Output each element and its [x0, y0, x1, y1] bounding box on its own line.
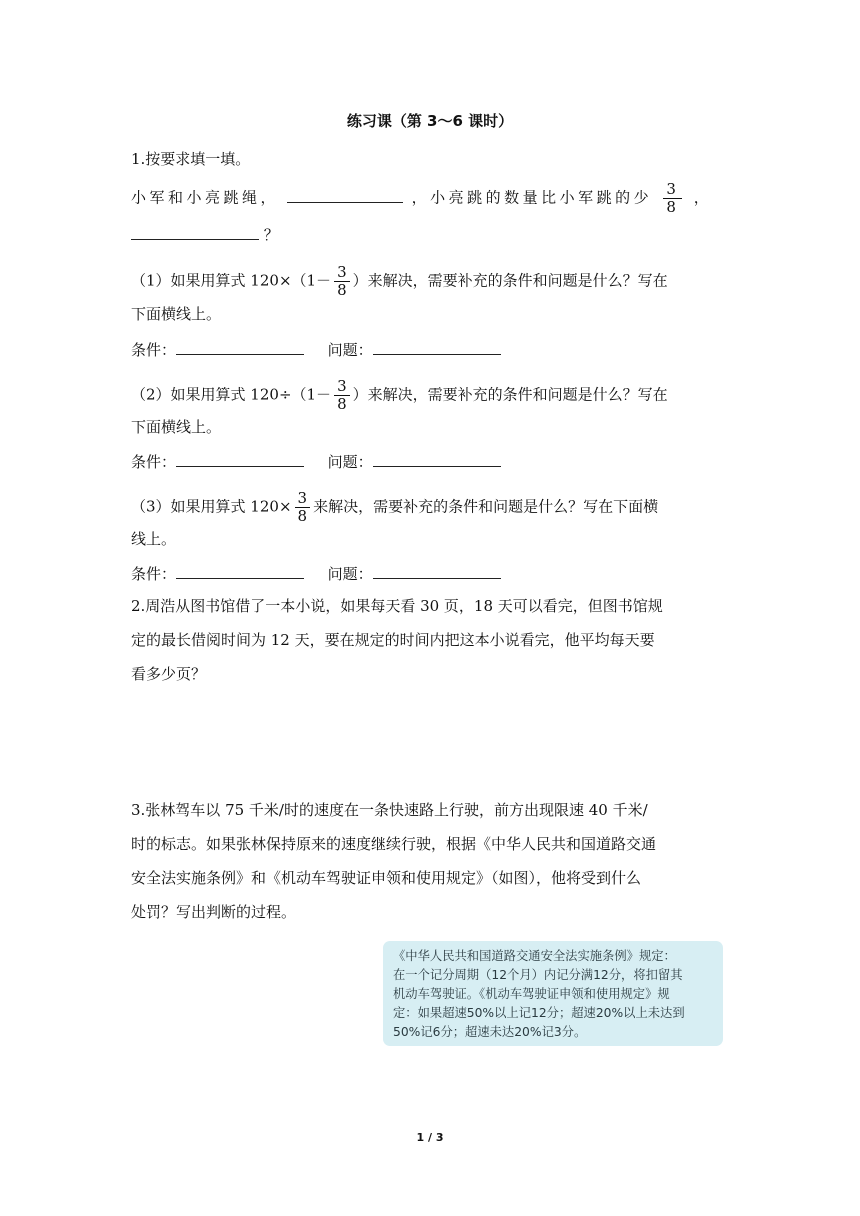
- q2-line-1: 2.周浩从图书馆借了一本小说，如果每天看 30 页，18 天可以看完，但图书馆规: [131, 597, 663, 615]
- q3-line-4: 处罚？写出判断的过程。: [131, 903, 297, 921]
- fraction-denominator: 8: [334, 281, 350, 299]
- answer-blank[interactable]: [131, 225, 259, 240]
- fraction-numerator: 3: [297, 489, 308, 507]
- page-number: 1 / 3: [416, 1131, 444, 1144]
- condition-label: 条件：: [131, 453, 177, 471]
- fraction-denominator: 8: [334, 395, 350, 413]
- q1-intro-line: [131, 181, 731, 216]
- condition-label: 条件：: [131, 565, 177, 583]
- question-label: 问题：: [327, 341, 373, 359]
- page-title: 练习课（第 3～6 课时）: [346, 112, 514, 130]
- question-label: 问题：: [327, 565, 373, 583]
- q1-intro-a: 小军和小亮跳绳，: [131, 188, 280, 207]
- q1-intro-c: ，: [693, 188, 713, 207]
- answer-blank[interactable]: [287, 188, 403, 203]
- q1-part3-line: [131, 490, 731, 525]
- fraction-3-8: [334, 378, 350, 413]
- q1-part1-answer-line: [131, 339, 731, 361]
- question-blank[interactable]: [373, 564, 501, 579]
- q1-part2-b: ）来解决，需要补充的条件和问题是什么？写在: [352, 385, 668, 404]
- q1-part2-c: 下面横线上。: [131, 418, 222, 436]
- condition-blank[interactable]: [176, 564, 304, 579]
- condition-label: 条件：: [131, 341, 177, 359]
- fraction-numerator: 3: [666, 180, 680, 198]
- q2-line-3: 看多少页？: [131, 665, 207, 683]
- q1-heading: 1.按要求填一填。: [131, 150, 251, 168]
- q1-part3-c: 线上。: [131, 530, 177, 548]
- fraction-3-8: [334, 264, 350, 299]
- q3-line-3: 安全法实施条例》和《机动车驾驶证申领和使用规定》（如图），他将受到什么: [131, 869, 642, 887]
- q1-part1-line: [131, 264, 731, 299]
- q1-part2-answer-line: [131, 451, 731, 473]
- fraction-numerator: 3: [337, 263, 347, 281]
- q1-intro-end: ？: [263, 226, 279, 244]
- question-label: 问题：: [327, 453, 373, 471]
- q1-part3-a: （3）如果用算式 120×: [131, 497, 292, 516]
- q3-line-2: 时的标志。如果张林保持原来的速度继续行驶，根据《中华人民共和国道路交通: [131, 835, 657, 853]
- q1-part2-a: （2）如果用算式 120÷（1－: [131, 385, 332, 404]
- condition-blank[interactable]: [176, 452, 304, 467]
- q1-part1-b: ）来解决，需要补充的条件和问题是什么？写在: [352, 271, 668, 290]
- q1-intro-b: ，小亮跳的数量比小军跳的少: [411, 188, 653, 207]
- question-blank[interactable]: [373, 340, 501, 355]
- condition-blank[interactable]: [176, 340, 304, 355]
- q1-part3-answer-line: [131, 563, 731, 585]
- q1-part1-a: （1）如果用算式 120×（1－: [131, 271, 332, 290]
- q1-part3-b: 来解决，需要补充的条件和问题是什么？写在下面横: [313, 497, 659, 516]
- q1-intro-end-line: [131, 224, 731, 246]
- fraction-denominator: 8: [295, 507, 311, 525]
- fraction-denominator: 8: [663, 198, 682, 216]
- fraction-3-8: [295, 490, 311, 525]
- q3-line-1: 3.张林驾车以 75 千米/时的速度在一条快速路上行驶，前方出现限速 40 千米/: [131, 801, 648, 819]
- fraction-numerator: 3: [337, 377, 347, 395]
- q2-line-2: 定的最长借阅时间为 12 天，要在规定的时间内把这本小说看完，他平均每天要: [131, 631, 655, 649]
- question-blank[interactable]: [373, 452, 501, 467]
- q1-part1-c: 下面横线上。: [131, 305, 222, 323]
- regulation-notice-box: 《中华人民共和国道路交通安全法实施条例》规定： 在一个记分周期（12个月）内记分满12分，将扣留其 机动车驾驶证。《机动车驾驶证申领和使用规定》规 定：如果超速50%以上记12分；超速20%以上未达到 50%记6分；超速未达20%记3分。: [383, 941, 723, 1046]
- fraction-3-8: [663, 181, 682, 216]
- q1-part2-line: [131, 378, 731, 413]
